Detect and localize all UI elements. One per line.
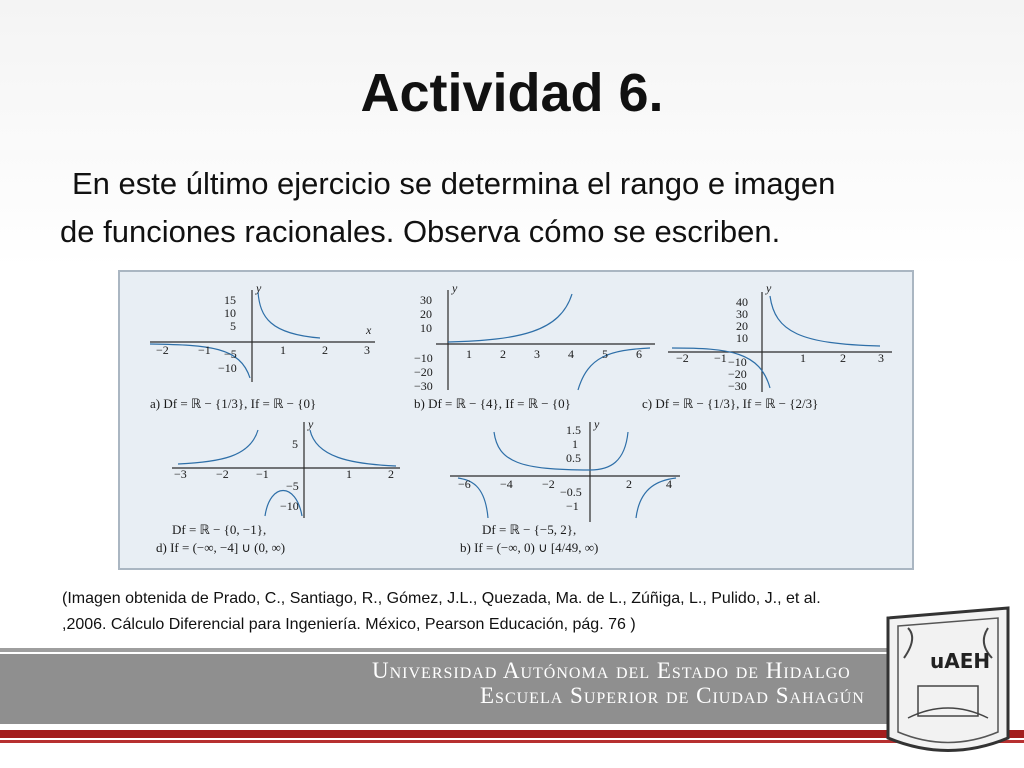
graph-c-xtick: 1 [800, 351, 806, 365]
graph-b [436, 290, 655, 390]
graph-a-ylabel: y [256, 281, 262, 295]
graph-c-ytick: −20 [728, 367, 747, 381]
graph-a-xtick: 1 [280, 343, 286, 357]
graph-c-xtick: 3 [878, 351, 884, 365]
graph-c-ytick: 30 [736, 307, 748, 321]
university-seal-logo [878, 598, 1018, 763]
university-name: Universidad Autónoma del Estado de Hidalgo [372, 658, 851, 683]
graph-b-xtick: 2 [500, 347, 506, 361]
graph-e-caption-1: Df = ℝ − {−5, 2}, [482, 522, 577, 537]
graph-d-xtick: −3 [174, 467, 187, 481]
graph-a [150, 290, 375, 382]
graph-b-ytick: 20 [420, 307, 432, 321]
graphs-figure [118, 270, 914, 570]
graph-c-ytick: 10 [736, 331, 748, 345]
graph-b-xtick: 1 [466, 347, 472, 361]
graph-d-ytick: 5 [292, 437, 298, 451]
graph-b-xtick: 6 [636, 347, 642, 361]
graph-b-caption: b) Df = ℝ − {4}, If = ℝ − {0} [414, 396, 571, 411]
graph-a-ytick: −10 [218, 361, 237, 375]
graph-b-xtick: 5 [602, 347, 608, 361]
graph-c-xtick: −1 [714, 351, 727, 365]
graph-a-xtick: −2 [156, 343, 169, 357]
slide-title: Actividad 6. [360, 63, 664, 123]
graph-d-xtick: 2 [388, 467, 394, 481]
graph-e-ytick: −1 [566, 499, 579, 513]
graph-a-xtick: 3 [364, 343, 370, 357]
footer-red-line [0, 730, 1024, 738]
graph-b-ytick: −30 [414, 379, 433, 393]
graph-e-ytick: 1.5 [566, 423, 581, 437]
graph-d-ytick: −10 [280, 499, 299, 513]
graph-a-ytick: −5 [224, 347, 237, 361]
graph-a-caption: a) Df = ℝ − {1/3}, If = ℝ − {0} [150, 396, 317, 411]
graph-c-ytick: −10 [728, 355, 747, 369]
graph-e-xtick: −6 [458, 477, 471, 491]
graph-c-ytick: 20 [736, 319, 748, 333]
graph-e-ytick: −0.5 [560, 485, 582, 499]
citation-line-2: ,2006. Cálculo Diferencial para Ingeniería. México, Pearson Educación, pág. 76 ) [62, 616, 636, 633]
graph-d-caption-1: Df = ℝ − {0, −1}, [172, 522, 267, 537]
footer-red-line-2 [0, 740, 1024, 743]
graph-b-xtick: 4 [568, 347, 574, 361]
intro-text [60, 160, 980, 256]
graph-e-xtick: 2 [626, 477, 632, 491]
graph-b-ytick: −10 [414, 351, 433, 365]
graph-c-xtick: 2 [840, 351, 846, 365]
graph-e-ytick: 0.5 [566, 451, 581, 465]
graph-b-ytick: 10 [420, 321, 432, 335]
graph-a-xtick: 2 [322, 343, 328, 357]
graph-c-xtick: −2 [676, 351, 689, 365]
graph-b-ytick: 30 [420, 293, 432, 307]
graph-e-ylabel: y [594, 417, 600, 431]
intro-line-2: de funciones racionales. Observa cómo se escriben. [60, 214, 781, 249]
graph-b-ytick: −20 [414, 365, 433, 379]
logo-text: uAEH [930, 649, 991, 673]
graph-a-xtick: −1 [198, 343, 211, 357]
graph-c-ytick: −30 [728, 379, 747, 393]
graph-e-caption-2: b) If = (−∞, 0) ∪ [4/49, ∞) [460, 540, 599, 555]
graph-e [450, 422, 680, 522]
graph-a-ytick: 15 [224, 293, 236, 307]
intro-line-1: En este último ejercicio se determina el rango e imagen [72, 166, 836, 201]
graph-d-ylabel: y [308, 417, 314, 431]
graph-d-xtick: 1 [346, 467, 352, 481]
school-name: Escuela Superior de Ciudad Sahagún [480, 683, 865, 708]
graph-b-xtick: 3 [534, 347, 540, 361]
citation-line-1: (Imagen obtenida de Prado, C., Santiago, R., Gómez, J.L., Quezada, Ma. de L., Zúñiga, L., Pulido, J., et al. [62, 590, 821, 607]
graph-a-ytick: 5 [230, 319, 236, 333]
graph-d-ytick: −5 [286, 479, 299, 493]
graph-e-xtick: −4 [500, 477, 513, 491]
graph-d-xtick: −2 [216, 467, 229, 481]
graph-a-ytick: 10 [224, 306, 236, 320]
graph-d-xtick: −1 [256, 467, 269, 481]
graph-c [668, 292, 892, 392]
footer-band-top [0, 648, 900, 652]
graph-e-ytick: 1 [572, 437, 578, 451]
graph-d-caption-2: d) If = (−∞, −4] ∪ (0, ∞) [156, 540, 286, 555]
graph-e-xtick: 4 [666, 477, 672, 491]
graph-e-xtick: −2 [542, 477, 555, 491]
graph-c-ytick: 40 [736, 295, 748, 309]
graph-c-ylabel: y [766, 281, 772, 295]
graph-b-ylabel: y [452, 281, 458, 295]
graph-a-xlabel: x [366, 323, 372, 337]
citation [62, 586, 982, 638]
graph-c-caption: c) Df = ℝ − {1/3}, If = ℝ − {2/3} [642, 396, 819, 411]
